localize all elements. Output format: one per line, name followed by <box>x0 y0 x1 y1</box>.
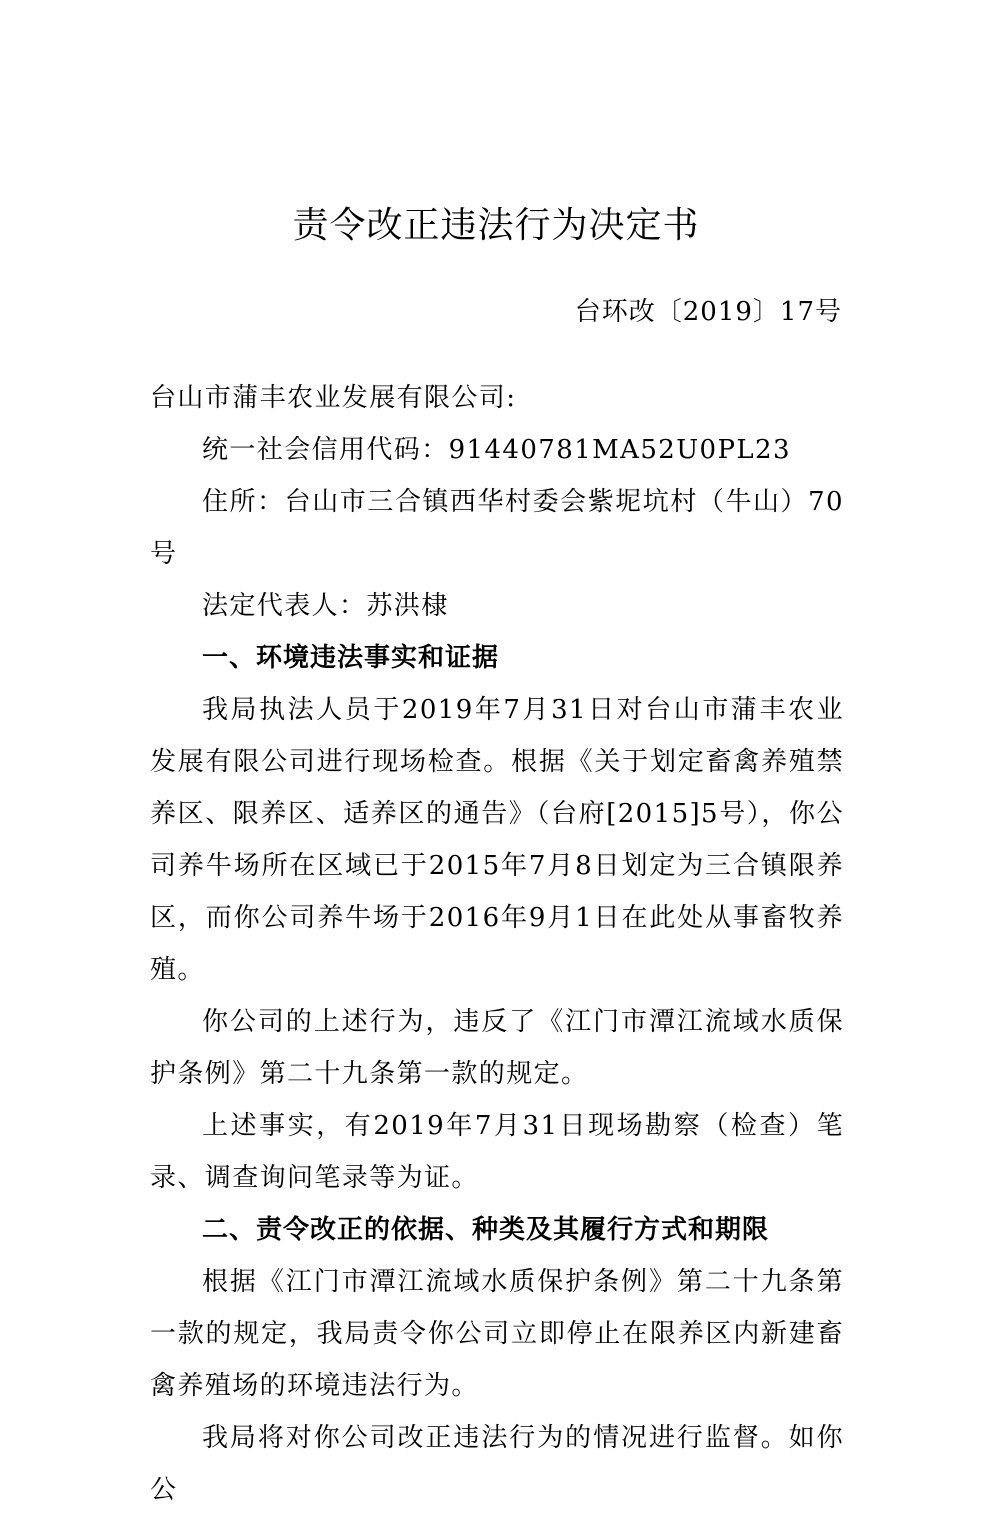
document-title: 责令改正违法行为决定书 <box>292 205 700 246</box>
section-1-paragraph-2: 你公司的上述行为，违反了《江门市潭江流域水质保护条例》第二十九条第一款的规定。 <box>150 1007 844 1089</box>
company-address: 住所：台山市三合镇西华村委会紫坭坑村（牛山）70号 <box>150 487 844 569</box>
section-1-heading: 一、环境违法事实和证据 <box>202 643 500 673</box>
section-1-paragraph-1: 我局执法人员于2019年7月31日对台山市蒲丰农业发展有限公司进行现场检查。根据《关于划定畜禽养殖禁养区、限养区、适养区的通告》（台府[2015]5号），你公司养牛场所在区域已于2015年7月8日划定为三合镇限养区，而你公司养牛场于2016年9月1日在此处从事畜牧养殖。 <box>150 695 844 985</box>
document-number: 台环改〔2019〕17号 <box>574 297 842 327</box>
section-2-paragraph-1: 根据《江门市潭江流域水质保护条例》第二十九条第一款的规定，我局责令你公司立即停止在限养区内新建畜禽养殖场的环境违法行为。 <box>150 1267 844 1401</box>
section-2-paragraph-2: 我局将对你公司改正违法行为的情况进行监督。如你公 <box>150 1423 844 1505</box>
section-2-heading: 二、责令改正的依据、种类及其履行方式和期限 <box>202 1215 770 1245</box>
legal-representative: 法定代表人：苏洪棣 <box>202 591 449 621</box>
addressee: 台山市蒲丰农业发展有限公司: <box>150 383 517 413</box>
document-body <box>150 372 844 1516</box>
section-1-paragraph-3: 上述事实，有2019年7月31日现场勘察（检查）笔录、调查询问笔录等为证。 <box>150 1111 844 1193</box>
credit-code: 统一社会信用代码：91440781MA52U0PL23 <box>202 435 791 465</box>
